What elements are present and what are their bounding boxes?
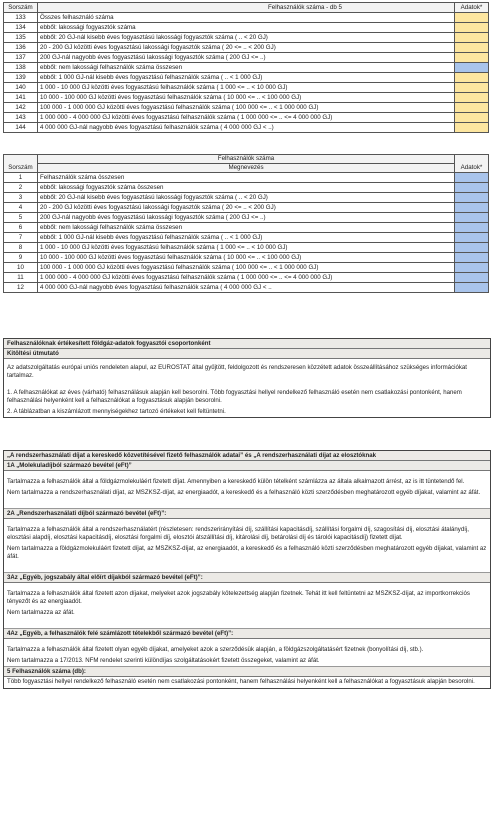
- section-1a-text-1: Tartalmazza a felhasználók által a földgázmolekuláért fizetett díjat. Amennyiben a kereskedő külön tételként számlázza az általa alkalmazott árrést, az is itt tüntetendő fel.: [7, 478, 465, 485]
- row-number: 143: [4, 113, 38, 123]
- table-row: [4, 93, 489, 103]
- table-row: [4, 173, 489, 183]
- row-label: 4 000 000 GJ-nál nagyobb éves fogyasztású felhasználók száma ( 4 000 000 GJ < ..: [38, 283, 455, 293]
- header-title: Felhasználók száma: [38, 155, 455, 164]
- header-subtitle: Megnevezés: [38, 164, 455, 173]
- header-data: Adatok*: [455, 155, 489, 173]
- data-input-cell[interactable]: [455, 113, 489, 123]
- table-row: [4, 263, 489, 273]
- row-number: 12: [4, 283, 38, 293]
- row-label: 1 000 000 - 4 000 000 GJ közötti éves fogyasztású felhasználók száma ( 1 000 000 <= .. <= 4 000 000 GJ): [38, 113, 455, 123]
- data-input-cell[interactable]: [455, 103, 489, 113]
- row-label: 1 000 000 - 4 000 000 GJ közötti éves fogyasztású felhasználók száma ( 1 000 000 <= .. <= 4 000 000 GJ): [38, 273, 455, 283]
- row-label: 10 000 - 100 000 GJ közötti éves fogyasztású felhasználók száma ( 10 000 <= .. < 100 000 GJ): [38, 93, 455, 103]
- table-row: [4, 253, 489, 263]
- data-input-cell[interactable]: [455, 43, 489, 53]
- table-row: [4, 233, 489, 243]
- table-row: [4, 13, 489, 23]
- row-label: ebből: nem lakossági felhasználók száma összesen: [38, 223, 455, 233]
- row-label: 10 000 - 100 000 GJ közötti éves fogyasztású felhasználók száma ( 10 000 <= .. < 100 000 GJ): [38, 253, 455, 263]
- data-input-cell[interactable]: [455, 53, 489, 63]
- data-input-cell[interactable]: [455, 83, 489, 93]
- section-3a-heading: 3Az „Egyéb, jogszabály által előírt díjakból származó bevétel (eFt)”:: [4, 573, 490, 583]
- data-input-cell[interactable]: [455, 173, 489, 183]
- row-label: 1 000 - 10 000 GJ közötti éves fogyasztású felhasználók száma ( 1 000 <= .. < 10 000 GJ): [38, 83, 455, 93]
- row-number: 1: [4, 173, 38, 183]
- table-row: [4, 193, 489, 203]
- section-4a-text-2: Nem tartalmazza a 17/2013. NFM rendelet szerinti különdíjas szolgáltatásokért fizetett összegeket, valamint az áfát.: [7, 656, 320, 664]
- fees-box: [3, 450, 491, 689]
- guide-intro: Az adatszolgáltatás európai uniós rendeleten alapul, az EUROSTAT által gyűjtött, feldolgozott és rendszeresen közzétett adatok összeállításához szükséges információkat tartalmaz.: [7, 364, 467, 380]
- section-3a-body: [4, 583, 490, 629]
- row-label: ebből: 1 000 GJ-nál kisebb éves fogyasztású felhasználók száma ( .. < 1 000 GJ): [38, 73, 455, 83]
- table-row: [4, 283, 489, 293]
- row-number: 138: [4, 63, 38, 73]
- data-input-cell[interactable]: [455, 203, 489, 213]
- row-number: 5: [4, 213, 38, 223]
- section-3a-text-2: Nem tartalmazza az áfát.: [7, 609, 75, 617]
- row-label: Felhasználók száma összesen: [38, 173, 455, 183]
- section-2a-heading: 2A „Rendszerhasználati díjból származó bevétel (eFt)”:: [4, 509, 490, 519]
- section-3a-text-1: Tartalmazza a felhasználók által fizetett azon díjakat, melyeket azok jogszabály kötelezettség alapján fizetnek. Tehát itt kell feltüntetni az MSZKSZ-díjat, az importkorrekciós tényezőt és az energiaadót.: [7, 589, 470, 606]
- row-number: 140: [4, 83, 38, 93]
- data-input-cell[interactable]: [455, 263, 489, 273]
- table-row: [4, 43, 489, 53]
- table-row: [4, 213, 489, 223]
- consumer-count-table: [3, 2, 489, 133]
- table-row: [4, 83, 489, 93]
- row-label: Összes felhasználó száma: [38, 13, 455, 23]
- row-label: 1 000 - 10 000 GJ közötti éves fogyasztású felhasználók száma ( 1 000 <= .. < 10 000 GJ): [38, 243, 455, 253]
- section-2a-text-2: Nem tartalmazza a földgázmolekuláért fizetett díjat, az MSZKSZ-díjat, az energiaadót, a kereskedő és a felhasználó közti szerződésben meghatározott egyéb díjakat, valamint az áfát.: [7, 545, 487, 561]
- row-number: 137: [4, 53, 38, 63]
- guide-subtitle: Kitöltési útmutató: [4, 349, 490, 359]
- data-input-cell[interactable]: [455, 233, 489, 243]
- row-label: 20 - 200 GJ közötti éves fogyasztású lakossági fogyasztók száma ( 20 <= .. < 200 GJ): [38, 43, 455, 53]
- table-row: [4, 53, 489, 63]
- section-2a-text-1: Tartalmazza a felhasználók által a rendszerhasználatért (részletesen: rendszerirányítási díj, szállítási kapacitásdíj, szállítási forgalmi díj, szagosítási díj, elosztási átalánydíj, elosztási alapdíj, elosztási kapacitásdíj, elosztási forgalmi díj, elosztói átszállítási díj, kitárolási díj, betárolási díj és tárolói kapacitásdíj) fizetett díjat.: [7, 525, 469, 541]
- data-input-cell[interactable]: [455, 253, 489, 263]
- row-number: 4: [4, 203, 38, 213]
- row-number: 133: [4, 13, 38, 23]
- row-label: 20 - 200 GJ közötti éves fogyasztású lakossági fogyasztók száma ( 20 <= .. < 200 GJ): [38, 203, 455, 213]
- data-input-cell[interactable]: [455, 183, 489, 193]
- row-number: 142: [4, 103, 38, 113]
- guide-point-1: 1. A felhasználókat az éves (várható) felhasználásuk alapján kell besorolni. Több fogyasztási hellyel rendelkező felhasználó esetén nem csatlakozási pontonként, hanem felhasználási helyenként kell a felhasználókat a fogyasztásuk alapján besorolni.: [7, 388, 462, 404]
- row-label: ebből: lakossági fogyasztók száma: [38, 23, 455, 33]
- row-label: 4 000 000 GJ-nál nagyobb éves fogyasztású felhasználók száma ( 4 000 000 GJ < ..): [38, 123, 455, 133]
- guide-title: Felhasználóknak értékesített földgáz-adatok fogyasztói csoportonként: [4, 339, 490, 349]
- row-number: 10: [4, 263, 38, 273]
- data-input-cell[interactable]: [455, 123, 489, 133]
- section-4a-body: [4, 639, 490, 668]
- table-row: [4, 243, 489, 253]
- data-input-cell[interactable]: [455, 283, 489, 293]
- section-4a-text-1: Tartalmazza a felhasználók által fizetett olyan egyéb díjakat, amelyeket azok a szerződésük alapján, a földgázszolgáltatásért fizetnek (bonyolítási díj, stb.).: [7, 645, 424, 653]
- row-number: 3: [4, 193, 38, 203]
- data-input-cell[interactable]: [455, 193, 489, 203]
- row-number: 139: [4, 73, 38, 83]
- guide-point-2: 2. A táblázatban a kiszámlázott mennyiségekhez tartozó értékeket kell feltüntetni.: [7, 408, 226, 416]
- row-number: 136: [4, 43, 38, 53]
- section-5-text-1: Több fogyasztási hellyel rendelkező felhasználó esetén nem csatlakozási pontonként, hanem felhasználási helyenként kell a felhasználókat a fogyasztásuk alapján besorolni.: [7, 678, 475, 686]
- data-input-cell[interactable]: [455, 93, 489, 103]
- data-input-cell[interactable]: [455, 213, 489, 223]
- section-1a-body: [4, 471, 490, 509]
- data-input-cell[interactable]: [455, 73, 489, 83]
- data-input-cell[interactable]: [455, 63, 489, 73]
- table-row: [4, 103, 489, 113]
- guide-body: [4, 359, 490, 417]
- data-input-cell[interactable]: [455, 273, 489, 283]
- table-row: [4, 273, 489, 283]
- section-5-body: [4, 677, 490, 687]
- row-number: 141: [4, 93, 38, 103]
- section-4a-heading: 4Az „Egyéb, a felhasználók felé számlázott tételekből származó bevétel (eFt)”:: [4, 629, 490, 639]
- section-1a-text-2: Nem tartalmazza a rendszerhasználati díjat, az MSZKSZ-díjat, az energiaadót, a kereskedő és a felhasználó közti szerződésben meghatározott egyéb díjakat, valamint az áfát.: [7, 489, 481, 497]
- row-number: 11: [4, 273, 38, 283]
- row-number: 8: [4, 243, 38, 253]
- row-label: ebből: lakossági fogyasztók száma összesen: [38, 183, 455, 193]
- data-input-cell[interactable]: [455, 243, 489, 253]
- table-row: [4, 223, 489, 233]
- row-number: 7: [4, 233, 38, 243]
- row-number: 2: [4, 183, 38, 193]
- guide-box: [3, 338, 491, 418]
- table-row: [4, 63, 489, 73]
- row-number: 6: [4, 223, 38, 233]
- data-input-cell[interactable]: [455, 223, 489, 233]
- row-label: ebből: 1 000 GJ-nál kisebb éves fogyasztású felhasználók száma ( .. < 1 000 GJ): [38, 233, 455, 243]
- row-label: ebből: 20 GJ-nál kisebb éves fogyasztású lakossági fogyasztók száma ( .. < 20 GJ): [38, 193, 455, 203]
- header-data: Adatok*: [455, 3, 489, 13]
- row-label: 100 000 - 1 000 000 GJ közötti éves fogyasztású felhasználók száma ( 100 000 <= .. < 1 000 000 GJ): [38, 103, 455, 113]
- table-row: [4, 73, 489, 83]
- data-input-cell[interactable]: [455, 13, 489, 23]
- section-5-heading: 5 Felhasználók száma (db):: [4, 667, 490, 677]
- header-title: Felhasználók száma - db 5: [38, 3, 455, 13]
- table-row: [4, 183, 489, 193]
- row-number: 135: [4, 33, 38, 43]
- header-serial: Sorszám: [4, 3, 38, 13]
- table-row: [4, 113, 489, 123]
- table-row: [4, 33, 489, 43]
- fees-title: „A rendszerhasználati díjat a kereskedő közvetítésével fizető felhasználók adatai” és „A rendszerhasználati díjat az elosztóknak: [4, 451, 490, 461]
- row-number: 9: [4, 253, 38, 263]
- row-label: 200 GJ-nál nagyobb éves fogyasztású lakossági fogyasztók száma ( 200 GJ <= ..): [38, 213, 455, 223]
- row-label: ebből: nem lakossági felhasználók száma összesen: [38, 63, 455, 73]
- consumer-count-summary-table: [3, 154, 489, 293]
- row-label: 100 000 - 1 000 000 GJ közötti éves fogyasztású felhasználók száma ( 100 000 <= .. < 1 000 000 GJ): [38, 263, 455, 273]
- row-label: 200 GJ-nál nagyobb éves fogyasztású lakossági fogyasztók száma ( 200 GJ <= ..): [38, 53, 455, 63]
- data-input-cell[interactable]: [455, 23, 489, 33]
- table-row: [4, 203, 489, 213]
- header-serial: Sorszám: [4, 155, 38, 173]
- row-label: ebből: 20 GJ-nál kisebb éves fogyasztású lakossági fogyasztók száma ( .. < 20 GJ): [38, 33, 455, 43]
- table-row: [4, 23, 489, 33]
- data-input-cell[interactable]: [455, 33, 489, 43]
- table-row: [4, 123, 489, 133]
- row-number: 134: [4, 23, 38, 33]
- section-2a-body: [4, 519, 490, 573]
- row-number: 144: [4, 123, 38, 133]
- section-1a-heading: 1A „Molekuladíjból származó bevétel (eFt)”: [4, 461, 490, 471]
